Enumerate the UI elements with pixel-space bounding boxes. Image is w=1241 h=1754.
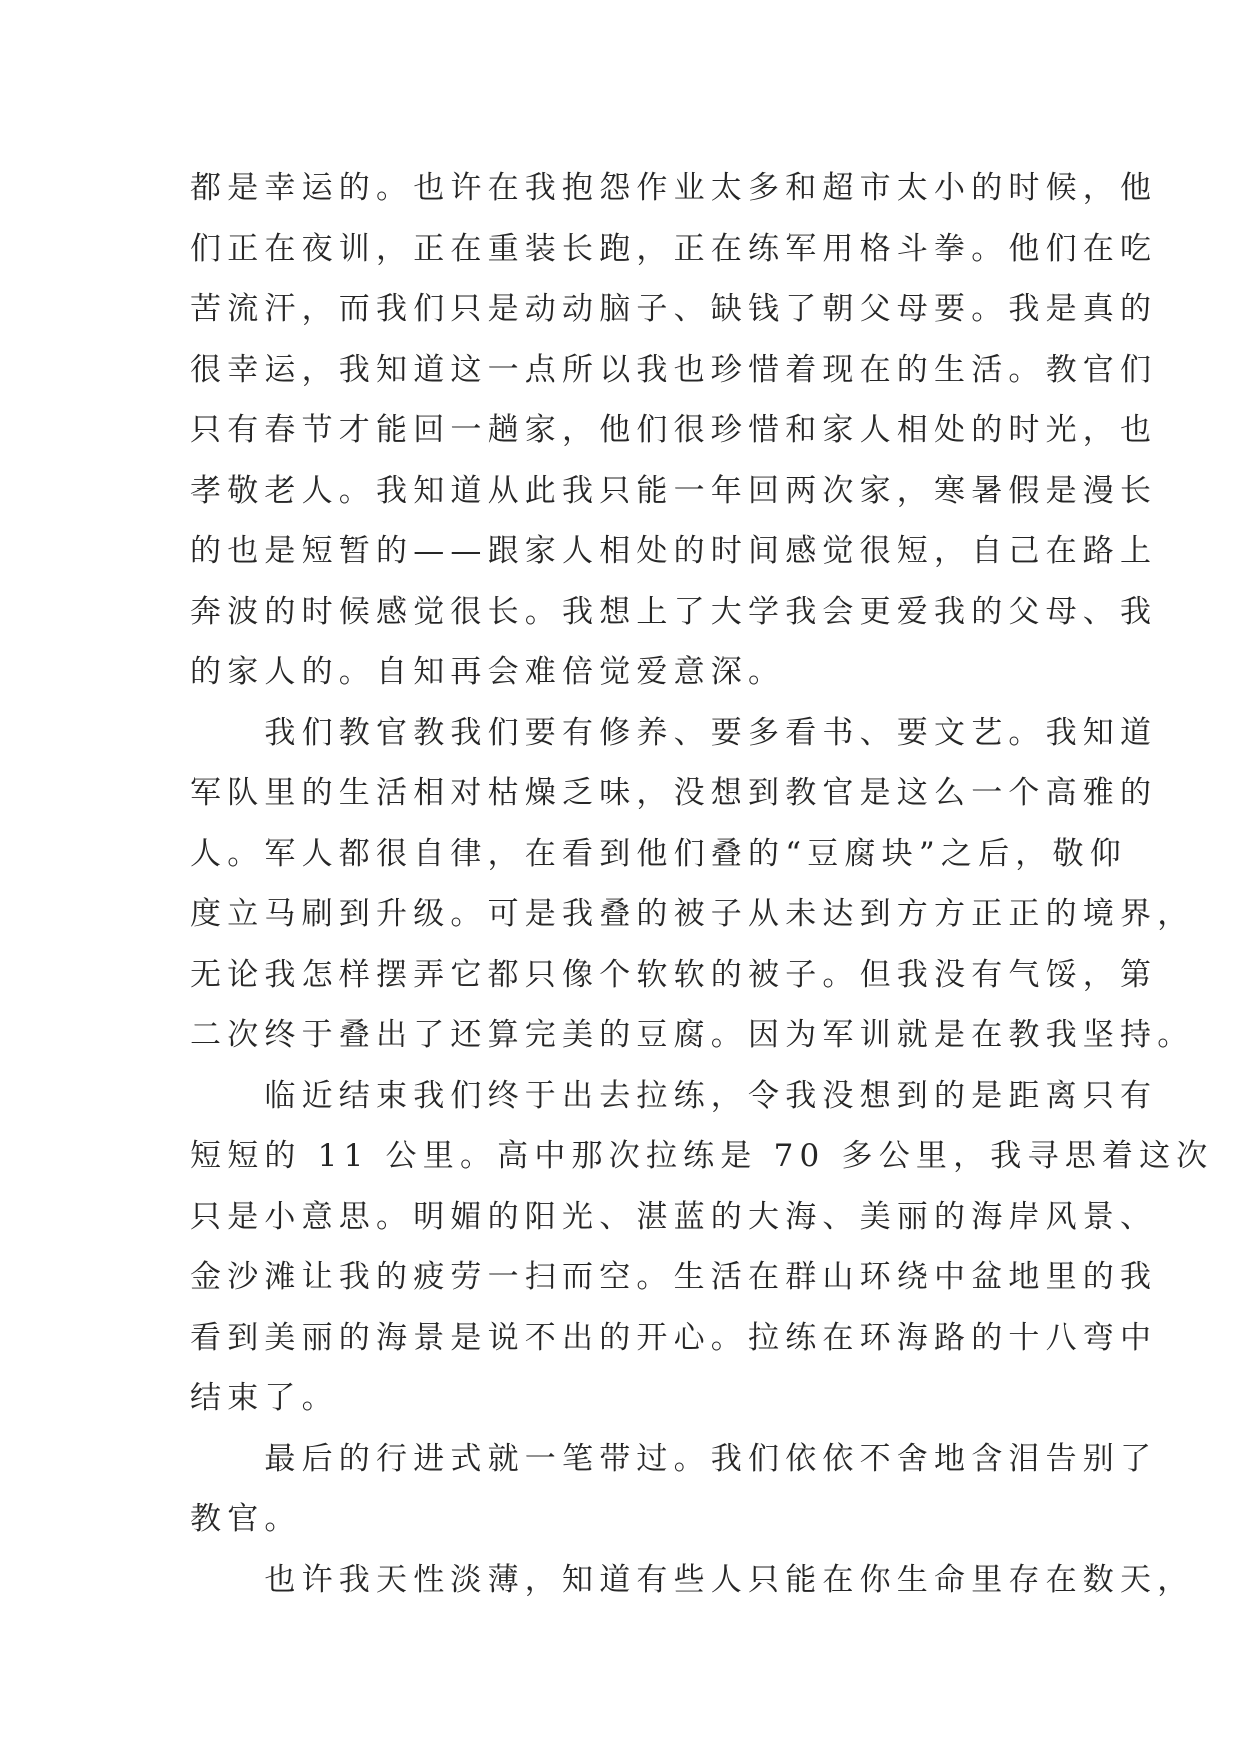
body-text — [190, 158, 1214, 1610]
paragraph-start-line: 最后的行进式就一笔带过。我们依依不舍地含泪告别了 — [190, 1440, 1158, 1477]
text-line: 结束了。 — [190, 1380, 339, 1416]
text-line: 度立马刷到升级。可是我叠的被子从未达到方方正正的境界， — [190, 896, 1195, 932]
text-line: 很幸运，我知道这一点所以我也珍惜着现在的生活。教官们 — [190, 351, 1158, 388]
text-line: 看到美丽的海景是说不出的开心。拉练在环海路的十八弯中 — [190, 1319, 1158, 1356]
paragraph-start-line: 临近结束我们终于出去拉练，令我没想到的是距离只有 — [190, 1077, 1158, 1114]
paragraph-start-line: 我们教官教我们要有修养、要多看书、要文艺。我知道 — [190, 714, 1158, 751]
text-line: 金沙滩让我的疲劳一扫而空。生活在群山环绕中盆地里的我 — [190, 1259, 1158, 1295]
text-line: 们正在夜训，正在重装长跑，正在练军用格斗拳。他们在吃 — [190, 230, 1158, 267]
text-line: 只有春节才能回一趟家，他们很珍惜和家人相处的时光，也 — [190, 412, 1158, 448]
text-line: 只是小意思。明媚的阳光、湛蓝的大海、美丽的海岸风景、 — [190, 1198, 1158, 1235]
paragraph-start-line: 也许我天性淡薄，知道有些人只能在你生命里存在数天， — [190, 1561, 1195, 1598]
text-line: 的家人的。自知再会难倍觉爱意深。 — [190, 654, 786, 690]
text-line: 的也是短暂的——跟家人相处的时间感觉很短，自己在路上 — [190, 533, 1158, 569]
text-line: 军队里的生活相对枯燥乏味，没想到教官是这么一个高雅的 — [190, 775, 1158, 811]
text-line: 无论我怎样摆弄它都只像个软软的被子。但我没有气馁，第 — [190, 956, 1158, 993]
text-line: 奔波的时候感觉很长。我想上了大学我会更爱我的父母、我 — [190, 593, 1158, 630]
text-line: 教官。 — [190, 1501, 302, 1537]
text-line: 都是幸运的。也许在我抱怨作业太多和超市太小的时候，他 — [190, 170, 1158, 206]
text-line: 二次终于叠出了还算完美的豆腐。因为军训就是在教我坚持。 — [190, 1017, 1195, 1053]
text-line: 短短的 11 公里。高中那次拉练是 70 多公里，我寻思着这次 — [190, 1138, 1214, 1174]
text-line: 孝敬老人。我知道从此我只能一年回两次家，寒暑假是漫长 — [190, 472, 1158, 509]
text-line: 苦流汗，而我们只是动动脑子、缺钱了朝父母要。我是真的 — [190, 291, 1158, 327]
text-line: 人。军人都很自律，在看到他们叠的“豆腐块”之后，敬仰 — [190, 835, 1127, 872]
